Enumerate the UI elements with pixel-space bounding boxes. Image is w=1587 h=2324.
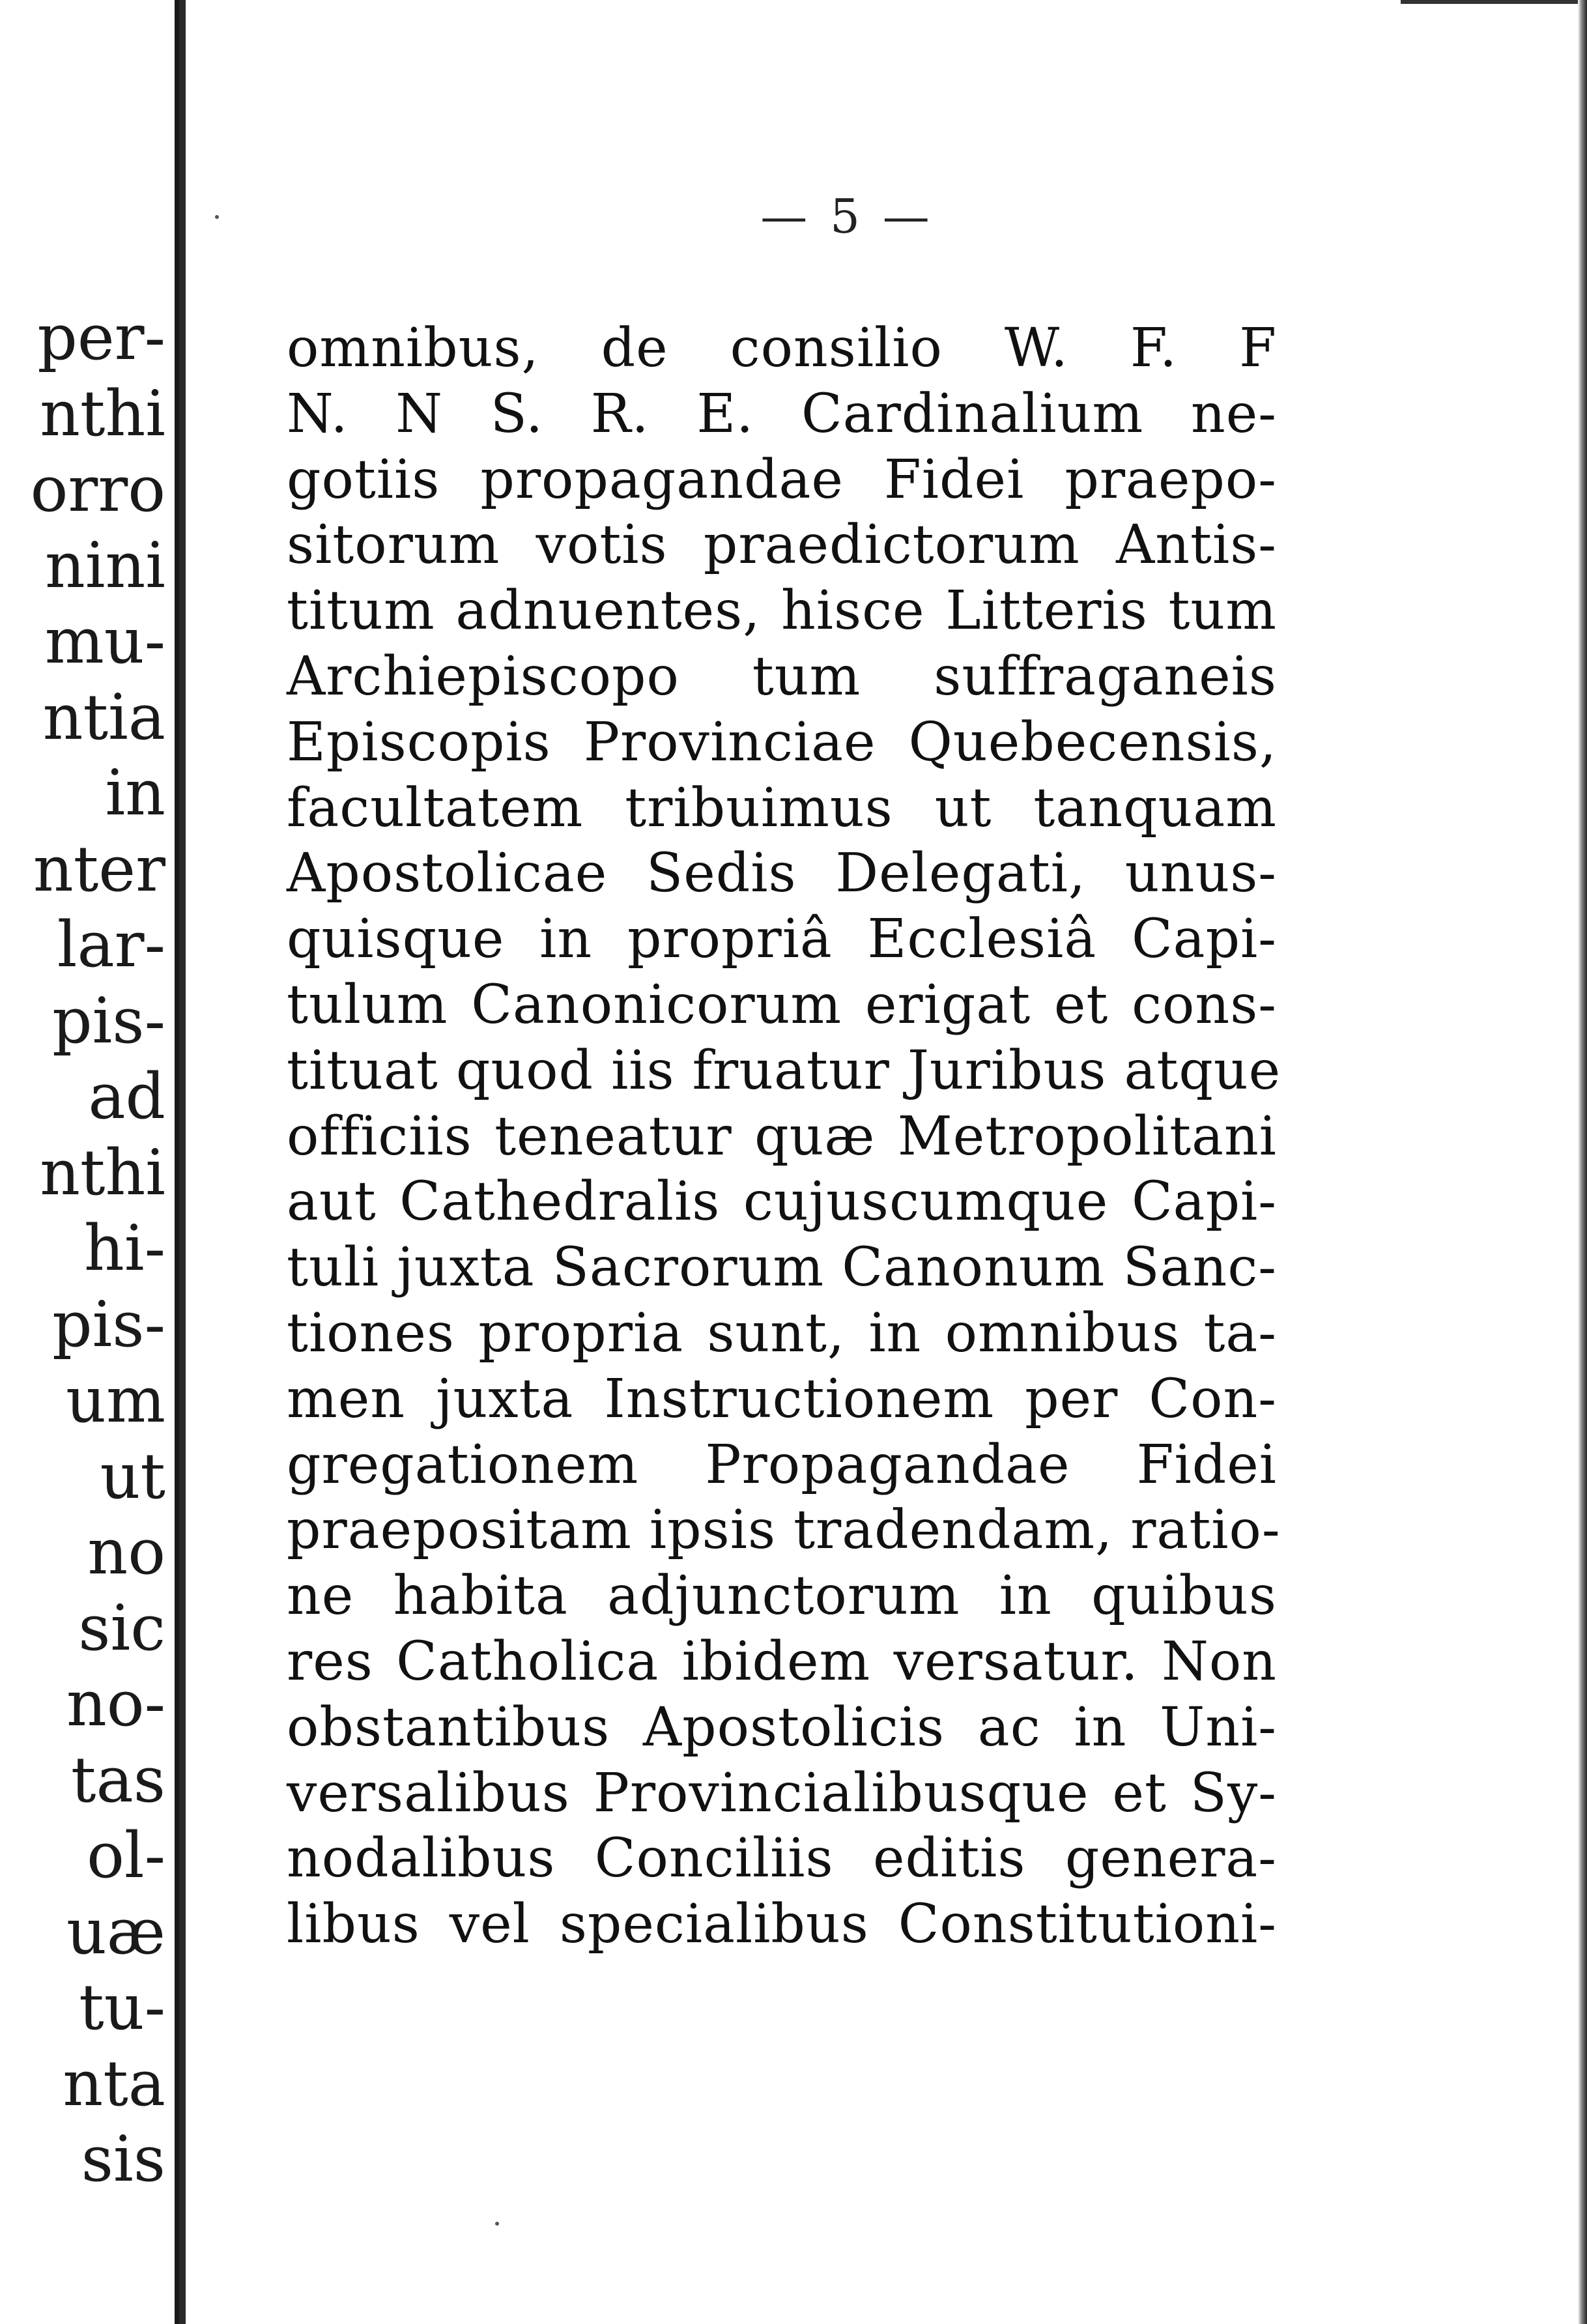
print-speck	[215, 215, 219, 219]
text-line: facultatem tribuimus ut tanquam	[287, 777, 1277, 839]
left-page-fragment: uæ	[66, 1895, 165, 1968]
left-page-margin	[0, 0, 179, 2324]
text-line: tulum Canonicorum erigat et cons-	[287, 973, 1277, 1036]
text-line: men juxta Instructionem per Con-	[287, 1368, 1277, 1430]
text-line: versalibus Provincialibusque et Sy-	[287, 1762, 1277, 1824]
text-line: res Catholica ibidem versatur. Non	[287, 1630, 1277, 1693]
text-line: tuli juxta Sacrorum Canonum Sanc-	[287, 1237, 1277, 1299]
left-page-fragment: nta	[63, 2046, 165, 2120]
text-line: aut Cathedralis cujuscumque Capi-	[287, 1171, 1277, 1233]
page-number-header: — 5 —	[760, 189, 934, 244]
left-page-fragment: ntia	[42, 680, 165, 754]
page-top-edge	[1401, 0, 1587, 4]
left-page-fragment: lar-	[57, 908, 165, 981]
page-right-edge	[1578, 0, 1587, 2324]
left-page-fragment: nter	[33, 832, 165, 906]
text-line: sitorum votis praedictorum Antis-	[287, 514, 1277, 577]
left-page-fragment: pis-	[52, 984, 165, 1057]
text-line: Episcopis Provinciae Quebecensis,	[287, 711, 1277, 773]
left-page-fragment: nthi	[40, 1136, 165, 1209]
text-line: libus vel specialibus Constitutioni-	[287, 1893, 1277, 1956]
text-line: tituat quod iis fruatur Juribus atque	[287, 1039, 1281, 1102]
text-line: ne habita adjunctorum in quibus	[287, 1565, 1277, 1628]
left-page-fragment: tas	[70, 1743, 165, 1816]
text-line: praepositam ipsis tradendam, ratio-	[287, 1499, 1281, 1562]
left-page-fragment: ut	[100, 1439, 165, 1513]
left-page-fragment: per-	[37, 301, 165, 374]
left-page-fragment: um	[66, 1364, 165, 1437]
text-line: Archiepiscopo tum suffraganeis	[287, 645, 1277, 708]
text-line: titum adnuentes, hisce Litteris tum	[287, 580, 1277, 642]
left-page-fragment: orro	[30, 453, 165, 526]
left-page-fragment: pis-	[52, 1287, 165, 1361]
left-page-fragment: sic	[78, 1591, 165, 1665]
text-line: gregationem Propagandae Fidei	[287, 1433, 1277, 1496]
text-line: Apostolicae Sedis Delegati, unus-	[287, 842, 1277, 905]
text-line: tiones propria sunt, in omnibus ta-	[287, 1302, 1277, 1364]
left-page-fragment: no	[87, 1515, 165, 1588]
left-page-fragment: in	[105, 756, 165, 829]
left-page-fragment: tu-	[79, 1971, 165, 2044]
left-page-fragment: no-	[66, 1667, 165, 1740]
left-page-fragment: ol-	[87, 1819, 165, 1892]
left-page-fragment: sis	[81, 2123, 165, 2196]
left-page-fragment: hi-	[84, 1212, 165, 1285]
book-gutter	[179, 0, 186, 2324]
text-line: omnibus, de consilio W. F. F	[287, 317, 1277, 379]
text-line: quisque in propriâ Ecclesiâ Capi-	[287, 908, 1277, 971]
left-page-fragment: ad	[88, 1060, 165, 1133]
left-page-fragment: mu-	[44, 605, 165, 678]
text-line: officiis teneatur quæ Metropolitani	[287, 1105, 1277, 1168]
left-page-fragment: nthi	[40, 377, 165, 450]
text-line: gotiis propagandae Fidei praepo-	[287, 448, 1277, 511]
left-page-fragment: nini	[44, 528, 165, 602]
text-line: obstantibus Apostolicis ac in Uni-	[287, 1696, 1277, 1758]
print-speck	[495, 2222, 499, 2226]
text-line: nodalibus Conciliis editis genera-	[287, 1828, 1277, 1890]
text-line: N. N S. R. E. Cardinalium ne-	[287, 382, 1277, 445]
body-text	[287, 316, 1281, 1958]
